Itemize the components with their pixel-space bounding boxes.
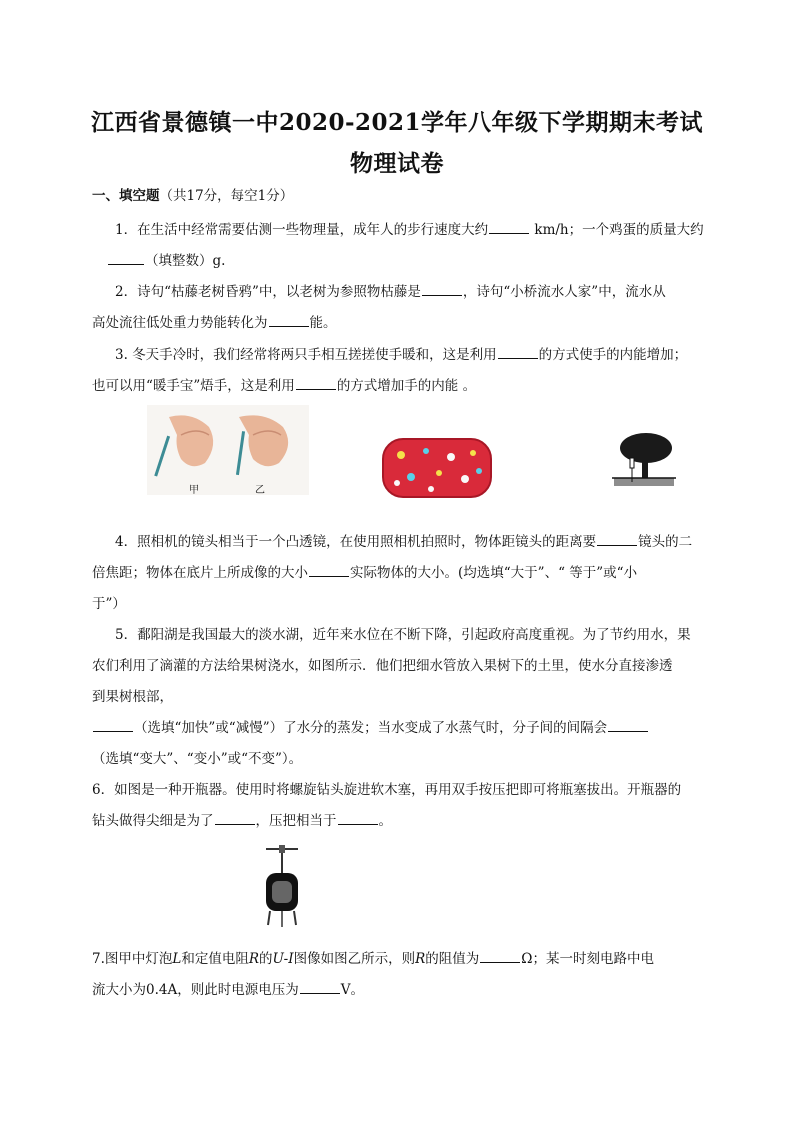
question-text: 的方式增加手的内能 。 [336,378,477,394]
figure-label-jia: 甲 [189,485,199,496]
answer-blank[interactable] [422,284,462,296]
question-6-line-2 [92,809,392,829]
answer-blank[interactable] [296,378,336,390]
answer-blank[interactable] [300,982,340,994]
question-text: （填整数）g. [145,253,226,269]
tree-drip-irrigation-figure [612,432,676,488]
question-text: 能。 [309,315,337,331]
section-note: （共17分，每空1分） [159,188,294,204]
question-text: 的 [259,951,273,967]
section-heading [92,184,293,204]
question-text: 图像如图乙所示，则 [293,951,416,967]
question-text: 实际物体的大小。(均选填“大于”、“ 等于”或“小 [350,565,638,581]
question-6-line-1 [92,778,681,798]
question-5-line-3 [92,685,173,705]
question-1-line-2 [107,249,225,269]
answer-blank[interactable] [269,315,309,327]
question-text: 到果树根部， [92,689,173,705]
hand-warmer-figure [381,435,495,501]
variable-U-I: U-I [272,951,294,967]
question-text: 4．照相机的镜头相当于一个凸透镜，在使用照相机拍照时，物体距镜头的距离要 [115,534,597,550]
question-text: km/h；一个鸡蛋的质量大约 [530,222,704,238]
question-text: ，压把相当于 [255,813,337,829]
question-text: 流大小为0.4A，则此时电源电压为 [92,982,299,998]
section-title: 一、填空题 [92,188,160,204]
question-text: 高处流往低处重力势能转化为 [92,315,268,331]
question-text: 倍焦距；物体在底片上所成像的大小 [92,565,308,581]
question-3-line-1 [115,343,687,363]
variable-L: L [172,951,182,967]
answer-blank[interactable] [489,222,529,234]
question-4-line-3 [92,592,126,612]
question-text: 1．在生活中经常需要估测一些物理量，成年人的步行速度大约 [115,222,489,238]
question-text: ，诗句“小桥流水人家”中，流水从 [462,284,666,300]
variable-R: R [248,951,260,967]
question-text: 钻头做得尖细是为了 [92,813,214,829]
question-text: V。 [340,982,364,998]
exam-title: 江西省景德镇一中2020-2021学年八年级下学期期末考试 [90,109,704,136]
question-text: 于”） [92,596,126,612]
question-2-line-1 [115,280,666,300]
question-7-line-1 [92,947,654,967]
question-5-line-1 [115,623,691,643]
question-text: 和定值电阻 [181,951,249,967]
hands-thermometer-figure [147,405,309,495]
question-text: 农们利用了滴灌的方法给果树浇水，如图所示．他们把细水管放入果树下的土里，使水分直接渗透 [92,658,673,674]
question-text: （选填“变大”、“变小”或“不变”）。 [92,751,303,767]
answer-blank[interactable] [480,951,520,963]
question-5-line-2 [92,654,673,674]
question-text: 镜头的二 [638,534,693,550]
question-text: 也可以用“暖手宝”焐手，这是利用 [92,378,295,394]
corkscrew-figure [262,843,302,929]
question-text: 。 [378,813,392,829]
answer-blank[interactable] [108,253,144,265]
answer-blank[interactable] [338,813,378,825]
question-4-line-1 [115,530,692,550]
answer-blank[interactable] [215,813,255,825]
question-5-line-4 [92,716,649,736]
question-2-line-2 [92,311,337,331]
question-4-line-2 [92,561,637,581]
question-text: 的方式使手的内能增加； [538,347,688,363]
answer-blank[interactable] [93,720,133,732]
question-text: 2．诗句“枯藤老树昏鸦”中，以老树为参照物枯藤是 [115,284,421,300]
answer-blank[interactable] [498,347,538,359]
variable-R: R [415,951,426,967]
answer-blank[interactable] [309,565,349,577]
question-text: 的阻值为 [425,951,480,967]
answer-blank[interactable] [597,534,637,546]
question-7-line-2 [92,978,364,998]
question-1-line-1 [115,218,704,238]
exam-subtitle: 物理试卷 [350,150,444,177]
answer-blank[interactable] [608,720,648,732]
question-5-line-5 [92,747,302,767]
question-text: 6．如图是一种开瓶器。使用时将螺旋钻头旋进软木塞，再用双手按压把即可将瓶塞拔出。开瓶器的 [92,782,682,798]
question-text: Ω；某一时刻电路中电 [521,951,654,967]
question-text: （选填“加快”或“减慢”）了水分的蒸发；当水变成了水蒸气时，分子间的间隔会 [134,720,608,736]
question-text: 5．鄱阳湖是我国最大的淡水湖，近年来水位在不断下降，引起政府高度重视。为了节约用水，果 [115,627,691,643]
question-text: 7.图甲中灯泡 [92,951,173,967]
question-3-line-2 [92,374,476,394]
figure-label-yi: 乙 [255,485,265,496]
question-text: 3. 冬天手冷时，我们经常将两只手相互搓搓使手暖和，这是利用 [115,347,497,363]
